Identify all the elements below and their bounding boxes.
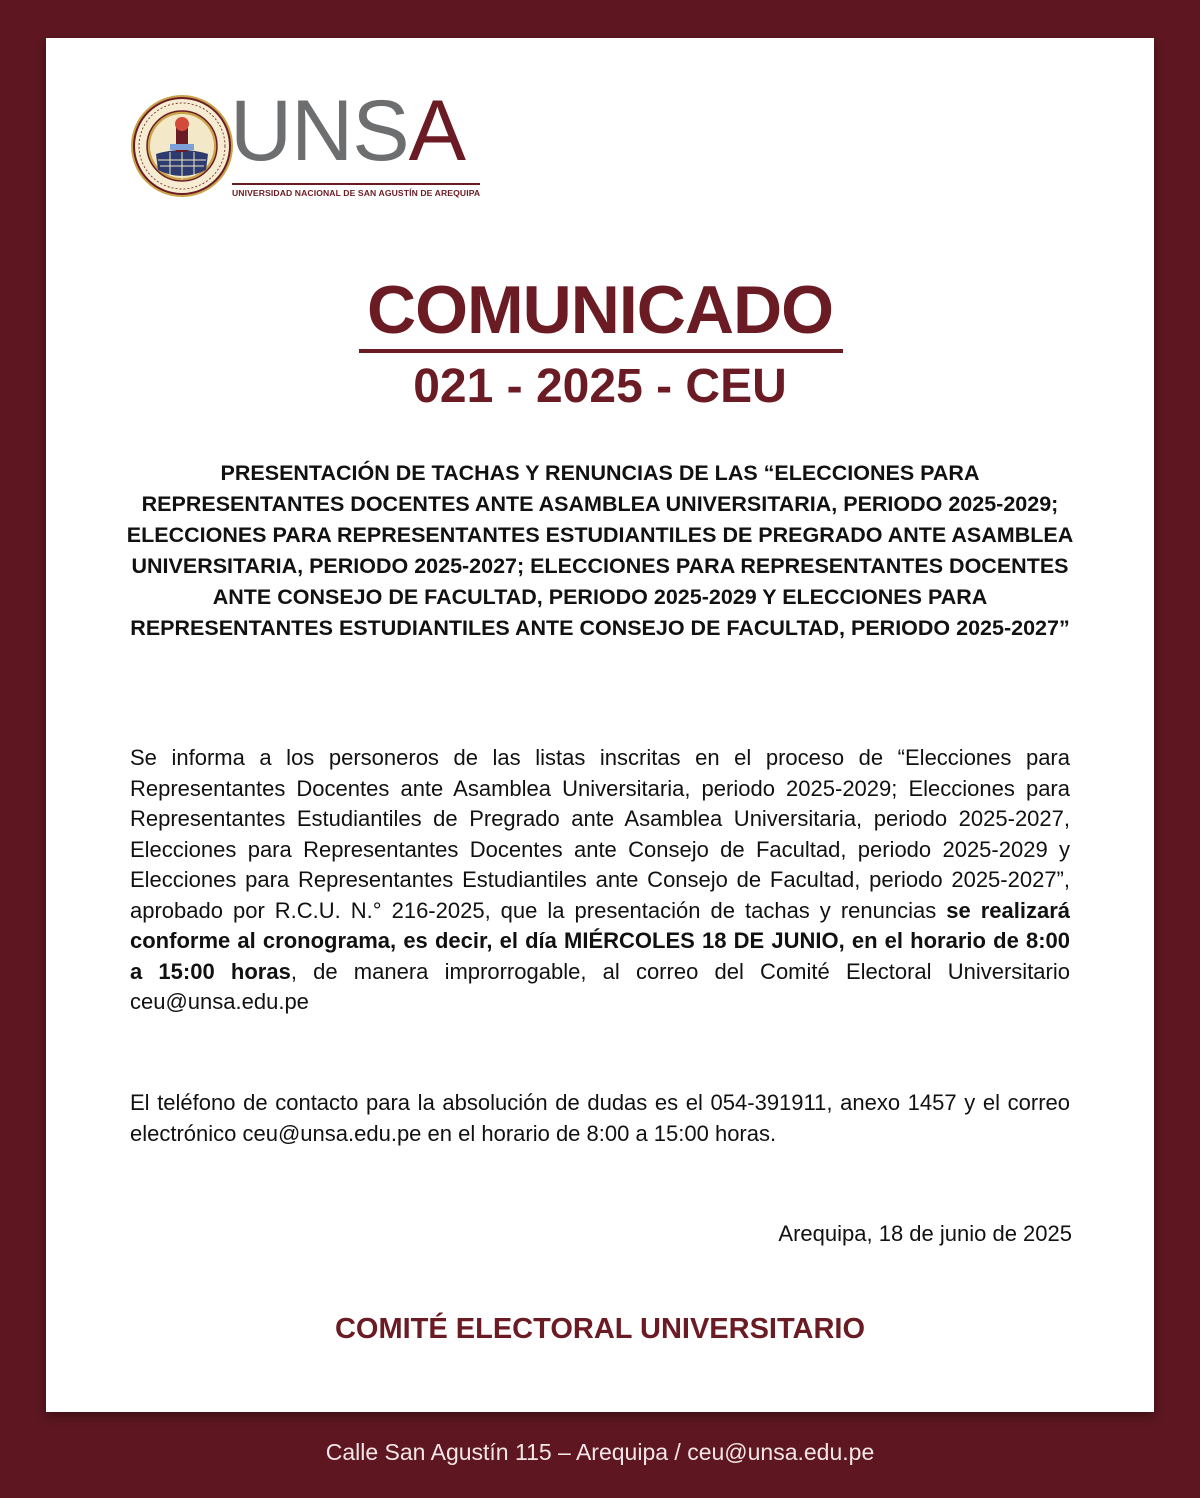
document-card <box>46 38 1154 1412</box>
paragraph-end: , de manera improrrogable, al correo del Comité Electoral Universitario ceu@unsa.edu.pe <box>130 958 1070 1014</box>
paragraph-intro: Se informa a los personeros de las listas inscritas en el proceso de “Elecciones para Representantes Docentes ante Asamblea Universitaria, periodo 2025-2029; Elecciones para Representantes Estudiantiles de Pregrado ante Asamblea Universitaria, periodo 2025-2027, Elecciones para Representantes Docentes ante Consejo de Facultad, periodo 2025-2029 y Elecciones para Representantes Estudiantiles ante Consejo de Facultad, periodo 2025-2027”, aprobado por R.C.U. N.° 216-2025, que la presentación de tachas y renuncias <box>130 745 1070 923</box>
unsa-wordmark: UNSA <box>230 83 465 179</box>
logo-subtitle: UNIVERSIDAD NACIONAL DE SAN AGUSTÍN DE AREQUIPA <box>232 188 481 198</box>
page-title: COMUNICADO <box>367 272 833 348</box>
body-paragraph-1 <box>130 743 1070 1018</box>
document-code: 021 - 2025 - CEU <box>413 360 787 413</box>
unsa-logo <box>130 83 490 204</box>
committee-signature: COMITÉ ELECTORAL UNIVERSITARIO <box>334 1313 866 1345</box>
paragraph-bold-schedule: se realizará conforme al cronograma, es decir, el día MIÉRCOLES 18 DE JUNIO, en el horario de 8:00 a 15:00 horas <box>130 897 1071 984</box>
document-heading: PRESENTACIÓN DE TACHAS Y RENUNCIAS DE LAS “ELECCIONES PARA REPRESENTANTES DOCENTES ANTE ASAMBLEA UNIVERSITARIA, PERIODO 2025-2029; ELECCIONES PARA REPRESENTANTES ESTUDIANTILES DE PREGRADO ANTE ASAMBLEA UNIVERSITARIA, PERIODO 2025-2027; ELECCIONES PARA REPRESENTANTES DOCENTES ANTE CONSEJO DE FACULTAD, PERIODO 2025-2029 Y ELECCIONES PARA REPRESENTANTES ESTUDIANTILES ANTE CONSEJO DE FACULTAD, PERIODO 2025-2027” <box>126 461 1074 640</box>
footer-address: Calle San Agustín 115 – Arequipa / ceu@unsa.edu.pe <box>325 1439 875 1465</box>
university-seal-icon <box>130 94 234 198</box>
document-date: Arequipa, 18 de junio de 2025 <box>778 1221 1072 1246</box>
title-underline <box>359 349 843 353</box>
body-paragraph-2: El teléfono de contacto para la absolución de dudas es el 054-391911, anexo 1457 y el correo electrónico ceu@unsa.edu.pe en el horario de 8:00 a 15:00 horas. <box>130 1090 1070 1146</box>
logo-divider <box>232 183 480 185</box>
